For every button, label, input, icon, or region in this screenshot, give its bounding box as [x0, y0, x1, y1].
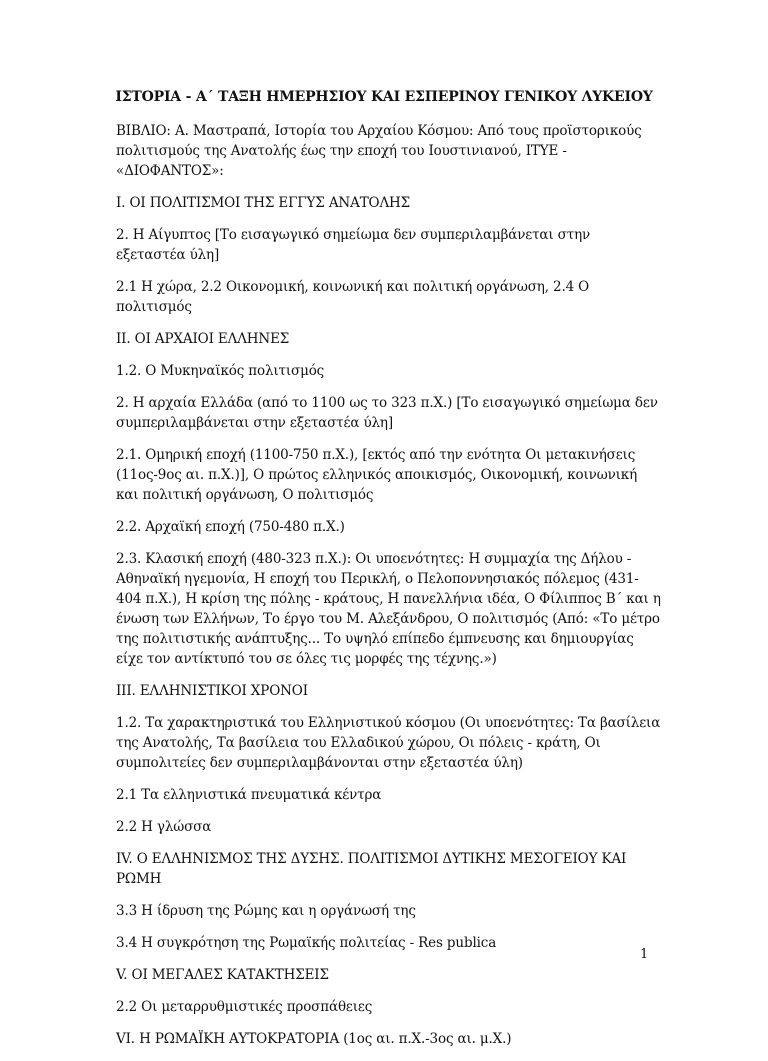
section-heading: V. ΟΙ ΜΕΓΑΛΕΣ ΚΑΤΑΚΤΗΣΕΙΣ [116, 967, 329, 983]
syllabus-item: 1.2. Τα χαρακτηριστικά του Ελληνιστικού κόσμου (Οι υποενότητες: Τα βασίλεια της Ανατολής, Τα βασίλεια του Ελλαδικού χώρου, Οι πόλεις - κράτη, Οι συμπολιτείες δεν συμπεριλαμβάνονται στην εξεταστέα ύλη) [116, 715, 661, 771]
syllabus-item: 2.1 Η χώρα, 2.2 Οικονομική, κοινωνική και πολιτική οργάνωση, 2.4 Ο πολιτισμός [116, 279, 590, 315]
syllabus-item: 2.2 Οι μεταρρυθμιστικές προσπάθειες [116, 999, 373, 1015]
syllabus-item: 3.3 Η ίδρυση της Ρώμης και η οργάνωσή της [116, 903, 416, 919]
page-number: 1 [640, 947, 649, 962]
section-heading: ΙΙ. ΟΙ ΑΡΧΑΙΟΙ ΕΛΛΗΝΕΣ [116, 331, 290, 347]
syllabus-item: 2. Η Αίγυπτος [Το εισαγωγικό σημείωμα δεν συμπεριλαμβάνεται στην εξεταστέα ύλη] [116, 227, 591, 263]
section-heading: ΙΙΙ. ΕΛΛΗΝΙΣΤΙΚΟΙ ΧΡΟΝΟΙ [116, 683, 308, 699]
document-body [116, 121, 662, 1061]
document-title: ΙΣΤΟΡΙΑ - Α΄ ΤΑΞΗ ΗΜΕΡΗΣΙΟΥ ΚΑΙ ΕΣΠΕΡΙΝΟΥ ΓΕΝΙΚΟΥ ΛΥΚΕΙΟΥ [115, 89, 653, 105]
section-heading: Ι. ΟΙ ΠΟΛΙΤΙΣΜΟΙ ΤΗΣ ΕΓΓΥΣ ΑΝΑΤΟΛΗΣ [116, 195, 411, 211]
syllabus-item: 2.3. Κλασική εποχή (480-323 π.Χ.): Οι υποενότητες: Η συμμαχία της Δήλου - Αθηναϊκή ηγεμονία, Η εποχή του Περικλή, ο Πελοποννησιακός πόλεμος (431-404 π.Χ.), Η κρίση της πόλης - κράτους, Η πανελλήνια ιδέα, Ο Φίλιππος Β΄ και η ένωση των Ελλήνων, Το έργο του Μ. Αλεξάνδρου, Ο πολιτισμός (Από: «Το μέτρο της πολιτιστικής ανάπτυξης... Το υψηλό επίπεδο έμπνευσης και δημιουργίας είχε τον αντίκτυπό του σε όλες τις μορφές της τέχνης.») [116, 551, 661, 667]
syllabus-item: 2.2. Αρχαϊκή εποχή (750-480 π.Χ.) [116, 519, 345, 535]
section-heading: IV. Ο ΕΛΛΗΝΙΣΜΟΣ ΤΗΣ ΔΥΣΗΣ. ΠΟΛΙΤΙΣΜΟΙ ΔΥΤΙΚΗΣ ΜΕΣΟΓΕΙΟΥ ΚΑΙ ΡΩΜΗ [116, 851, 627, 887]
syllabus-item: 2. Η αρχαία Ελλάδα (από το 1100 ως το 323 π.Χ.) [Το εισαγωγικό σημείωμα δεν συμπεριλαμβάνεται στην εξεταστέα ύλη] [116, 395, 658, 431]
section-heading: VI. Η ΡΩΜΑΪΚΗ ΑΥΤΟΚΡΑΤΟΡΙΑ (1ος αι. π.Χ.-3ος αι. μ.Χ.) [116, 1031, 512, 1047]
syllabus-item: 2.1 Τα ελληνιστικά πνευματικά κέντρα [116, 787, 382, 803]
syllabus-item: 3.4 Η συγκρότηση της Ρωμαϊκής πολιτείας - Res publica [116, 935, 497, 951]
syllabus-item: 2.1. Ομηρική εποχή (1100-750 π.Χ.), [εκτός από την ενότητα Οι μετακινήσεις (11ος-9ος αι. π.Χ.)], Ο πρώτος ελληνικός αποικισμός, Οικονομική, κοινωνική και πολιτική οργάνωση, Ο πολιτισμός [116, 447, 638, 503]
syllabus-item: 2.2 Η γλώσσα [116, 819, 212, 835]
book-reference: ΒΙΒΛΙΟ: Α. Μαστραπά, Ιστορία του Αρχαίου Κόσμου: Από τους προϊστορικούς πολιτισμούς της Ανατολής έως την εποχή του Ιουστινιανού, ΙΤΥΕ - «ΔΙΟΦΑΝΤΟΣ»: [116, 123, 642, 179]
syllabus-item: 1.2. Ο Μυκηναϊκός πολιτισμός [116, 363, 325, 379]
